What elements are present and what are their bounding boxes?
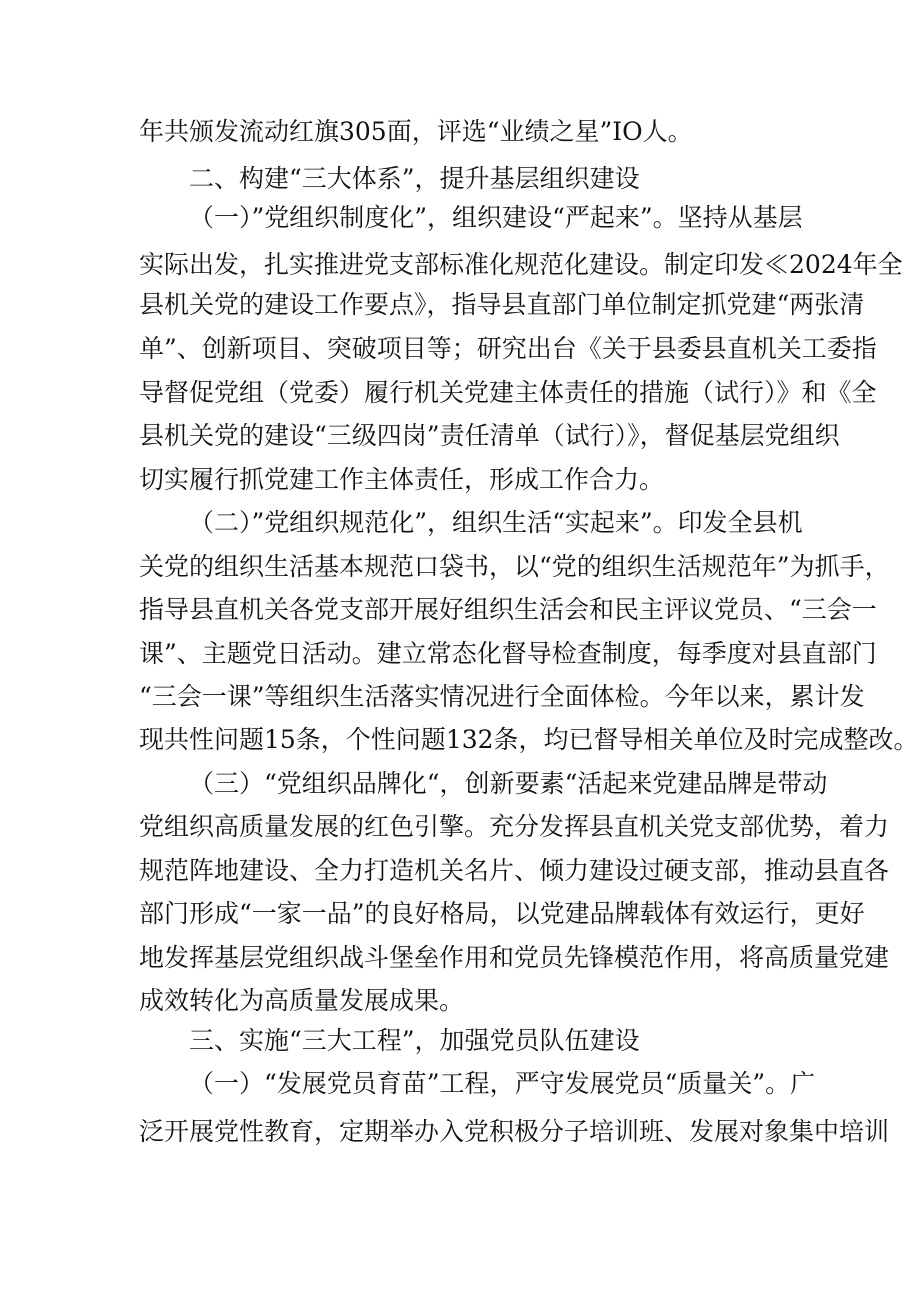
section-heading: 三、实施“三大工程”，加强党员队伍建设	[189, 1026, 640, 1055]
paragraph-line: （二）”党组织规范化”，组织生活“实起来”。印发全县机	[189, 508, 803, 537]
paragraph-line: 关党的组织生活基本规范口袋书，以“党的组织生活规范年”为抓手，	[139, 552, 890, 581]
paragraph-line: 导督促党组（党委）履行机关党建主体责任的措施（试行）》和《全	[139, 378, 877, 407]
paragraph-line: 地发挥基层党组织战斗堡垒作用和党员先锋模范作用，将高质量党建	[139, 943, 890, 972]
paragraph-line: 课”、主题党日活动。建立常态化督导检查制度，每季度对县直部门	[139, 639, 877, 668]
paragraph-line: 年共颁发流动红旗305面，评选“业绩之星”IO人。	[139, 117, 693, 146]
paragraph-line: 成效转化为高质量发展成果。	[139, 986, 465, 1015]
paragraph-line: 单”、创新项目、突破项目等；研究出台《关于县委县直机关工委指	[139, 334, 877, 363]
paragraph-line: 部门形成“一家一品”的良好格局，以党建品牌载体有效运行，更好	[139, 899, 865, 928]
paragraph-line: 指导县直机关各党支部开展好组织生活会和民主评议党员、“三会一	[139, 595, 877, 624]
paragraph-line: （一）”党组织制度化”，组织建设“严起来”。坚持从基层	[189, 203, 803, 232]
paragraph-line: 实际出发，扎实推进党支部标准化规范化建设。制定印发≪2024年全	[139, 250, 903, 279]
paragraph-line: 规范阵地建设、全力打造机关名片、倾力建设过硬支部，推动县直各	[139, 856, 890, 885]
paragraph-line: （一）“发展党员育苗”工程，严守发展党员“质量关”。广	[189, 1069, 816, 1098]
paragraph-line: 县机关党的建设工作要点》，指导县直部门单位制定抓党建“两张清	[139, 290, 865, 319]
paragraph-line: 现共性问题15条，个性问题132条，均已督导相关单位及时完成整改。	[139, 725, 919, 754]
paragraph-line: （三）“党组织品牌化“，创新要素“活起来党建品牌是带动	[189, 769, 828, 798]
paragraph-line: 切实履行抓党建工作主体责任，形成工作合力。	[139, 465, 665, 494]
paragraph-line: 泛开展党性教育，定期举办入党积极分子培训班、发展对象集中培训	[139, 1117, 890, 1146]
paragraph-line: 县机关党的建设“三级四岗”责任清单（试行）》，督促基层党组织	[139, 421, 840, 450]
paragraph-line: 党组织高质量发展的红色引擎。充分发挥县直机关党支部优势，着力	[139, 812, 890, 841]
section-heading: 二、构建“三大体系”，提升基层组织建设	[189, 164, 640, 193]
paragraph-line: “三会一课”等组织生活落实情况进行全面体检。今年以来，累计发	[139, 682, 865, 711]
